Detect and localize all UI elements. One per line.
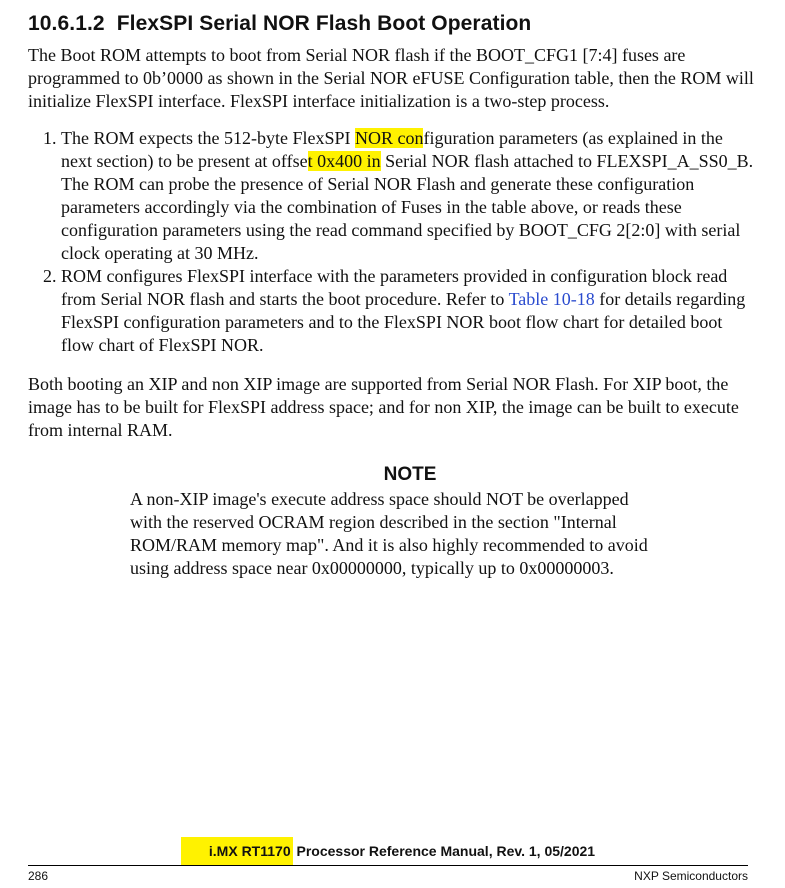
footer-title <box>28 840 748 862</box>
page-content <box>28 12 758 580</box>
step2-text-a: ROM configures FlexSPI interface with the parameters provided in configuration block read from Serial NOR flash and starts the boot procedure. Refer to <box>61 266 728 309</box>
list-item <box>61 265 758 357</box>
section-number: 10.6.1.2 <box>28 12 105 35</box>
footer-divider <box>28 865 748 866</box>
list-item <box>61 127 758 265</box>
xip-paragraph: Both booting an XIP and non XIP image are supported from Serial NOR Flash. For XIP boot, the image has to be built for FlexSPI address space; and for non XIP, the image can be built to execute from internal RAM. <box>28 374 739 440</box>
step1-text-c: Serial NOR flash attached to FLEXSPI_A_SS0_B. The ROM can probe the presence of Serial NOR Flash and generate these configuration parameters accordingly via the combination of Fuses in the table above, or reads these configuration parameters using the read command specified by BOOT_CFG 2[2:0] with serial clock operating at 30 MHz. <box>61 151 754 263</box>
step2-text-b: for details regarding FlexSPI configuration parameters and to the FlexSPI NOR boot flow chart for detailed boot flow chart of FlexSPI NOR. <box>61 289 746 355</box>
step1-text-a: The ROM expects the 512-byte FlexSPI <box>61 128 355 148</box>
note-title: NOTE <box>383 464 437 485</box>
step1-text-b: figuration parameters (as explained in the next section) to be present at offse <box>61 128 723 171</box>
footer-product: i.MX RT1170 <box>181 837 293 865</box>
company-name: NXP Semiconductors <box>634 869 748 883</box>
highlight-mark: t 0x400 in <box>307 151 381 171</box>
section-title: FlexSPI Serial NOR Flash Boot Operation <box>116 12 532 35</box>
table-reference-link[interactable]: Table 10-18 <box>508 289 595 309</box>
intro-paragraph: The Boot ROM attempts to boot from Serial NOR flash if the BOOT_CFG1 [7:4] fuses are programmed to 0b’0000 as shown in the Serial NOR eFUSE Configuration table, then the ROM will initialize FlexSPI interface. FlexSPI interface initialization is a two-step process. <box>28 45 754 111</box>
page-number: 286 <box>28 869 49 883</box>
page-footer <box>28 840 748 884</box>
footer-title-rest: Processor Reference Manual, Rev. 1, 05/2021 <box>292 843 596 859</box>
note-body: A non-XIP image's execute address space should NOT be overlapped with the reserved OCRAM region described in the section "Internal ROM/RAM memory map". And it is also highly recommended to avoid using address space near 0x00000000, typically up to 0x00000003. <box>130 489 648 578</box>
note-box <box>130 464 650 580</box>
section-heading <box>28 12 758 36</box>
footer-bottom <box>28 868 748 884</box>
boot-steps-list <box>28 127 758 357</box>
highlight-mark: NOR con <box>354 128 424 148</box>
